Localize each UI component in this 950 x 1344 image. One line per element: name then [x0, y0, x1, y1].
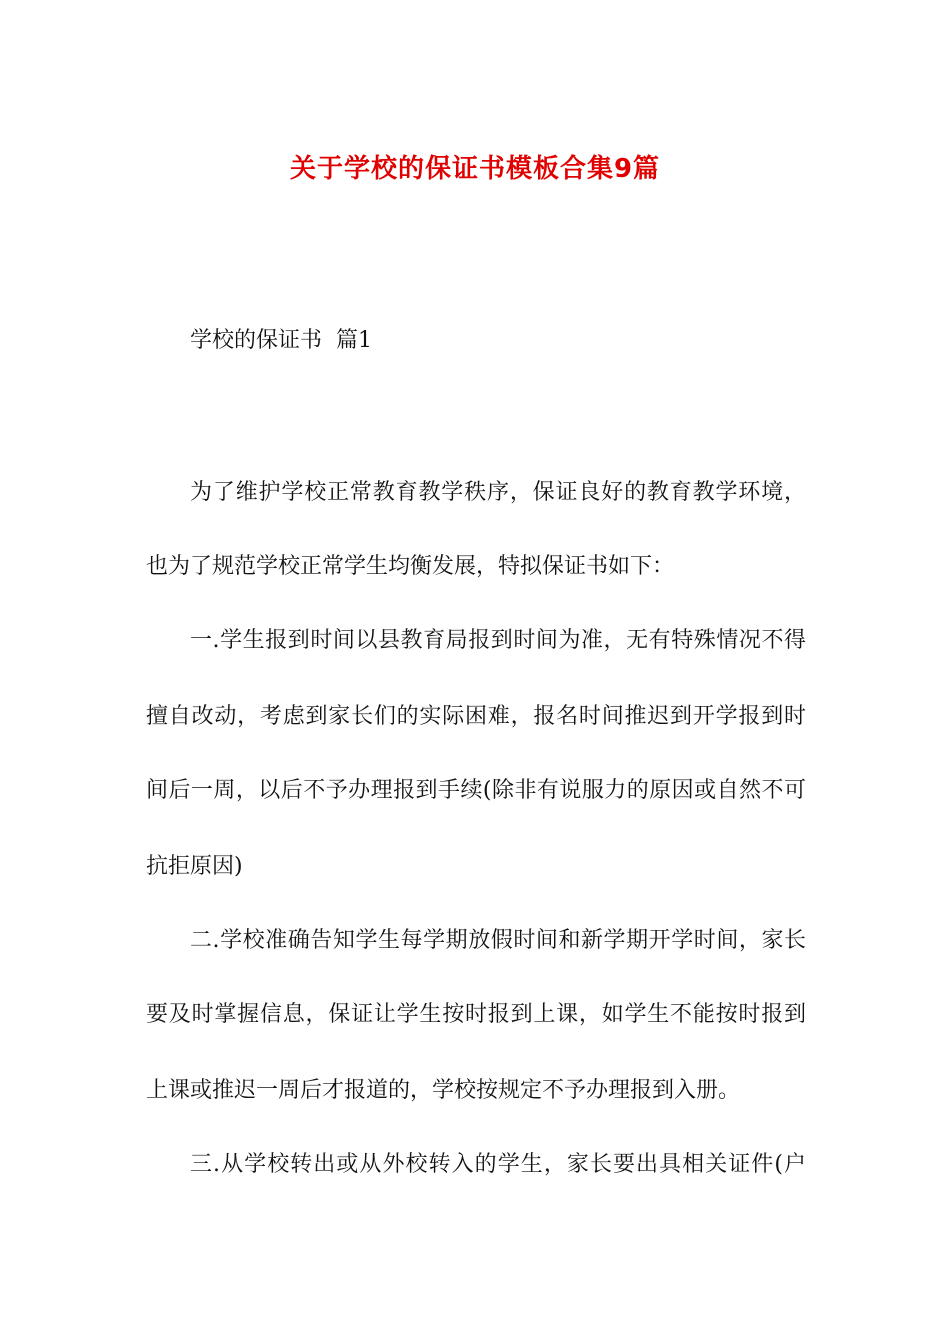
page-title: 关于学校的保证书模板合集9篇: [289, 154, 661, 185]
paragraph-line: 擅自改动，考虑到家长们的实际困难，报名时间推迟到开学报到时: [146, 704, 806, 729]
paragraph-line: 也为了规范学校正常学生均衡发展，特拟保证书如下：: [146, 554, 675, 579]
paragraph-line: 为了维护学校正常教育教学秩序，保证良好的教育教学环境，: [190, 480, 806, 505]
paragraph-line: 二.学校准确告知学生每学期放假时间和新学期开学时间，家长: [190, 928, 806, 953]
paragraph-line: 三.从学校转出或从外校转入的学生，家长要出具相关证件(户: [190, 1152, 807, 1177]
paragraph-line: 抗拒原因): [146, 854, 243, 879]
section-heading: 学校的保证书 篇1: [190, 328, 372, 353]
paragraph-line: 间后一周，以后不予办理报到手续(除非有说服力的原因或自然不可: [146, 778, 806, 803]
paragraph-line: 要及时掌握信息，保证让学生按时报到上课，如学生不能按时报到: [146, 1002, 806, 1027]
paragraph-line: 一.学生报到时间以县教育局报到时间为准，无有特殊情况不得: [190, 628, 806, 653]
paragraph-line: 上课或推迟一周后才报道的，学校按规定不予办理报到入册。: [146, 1078, 741, 1103]
